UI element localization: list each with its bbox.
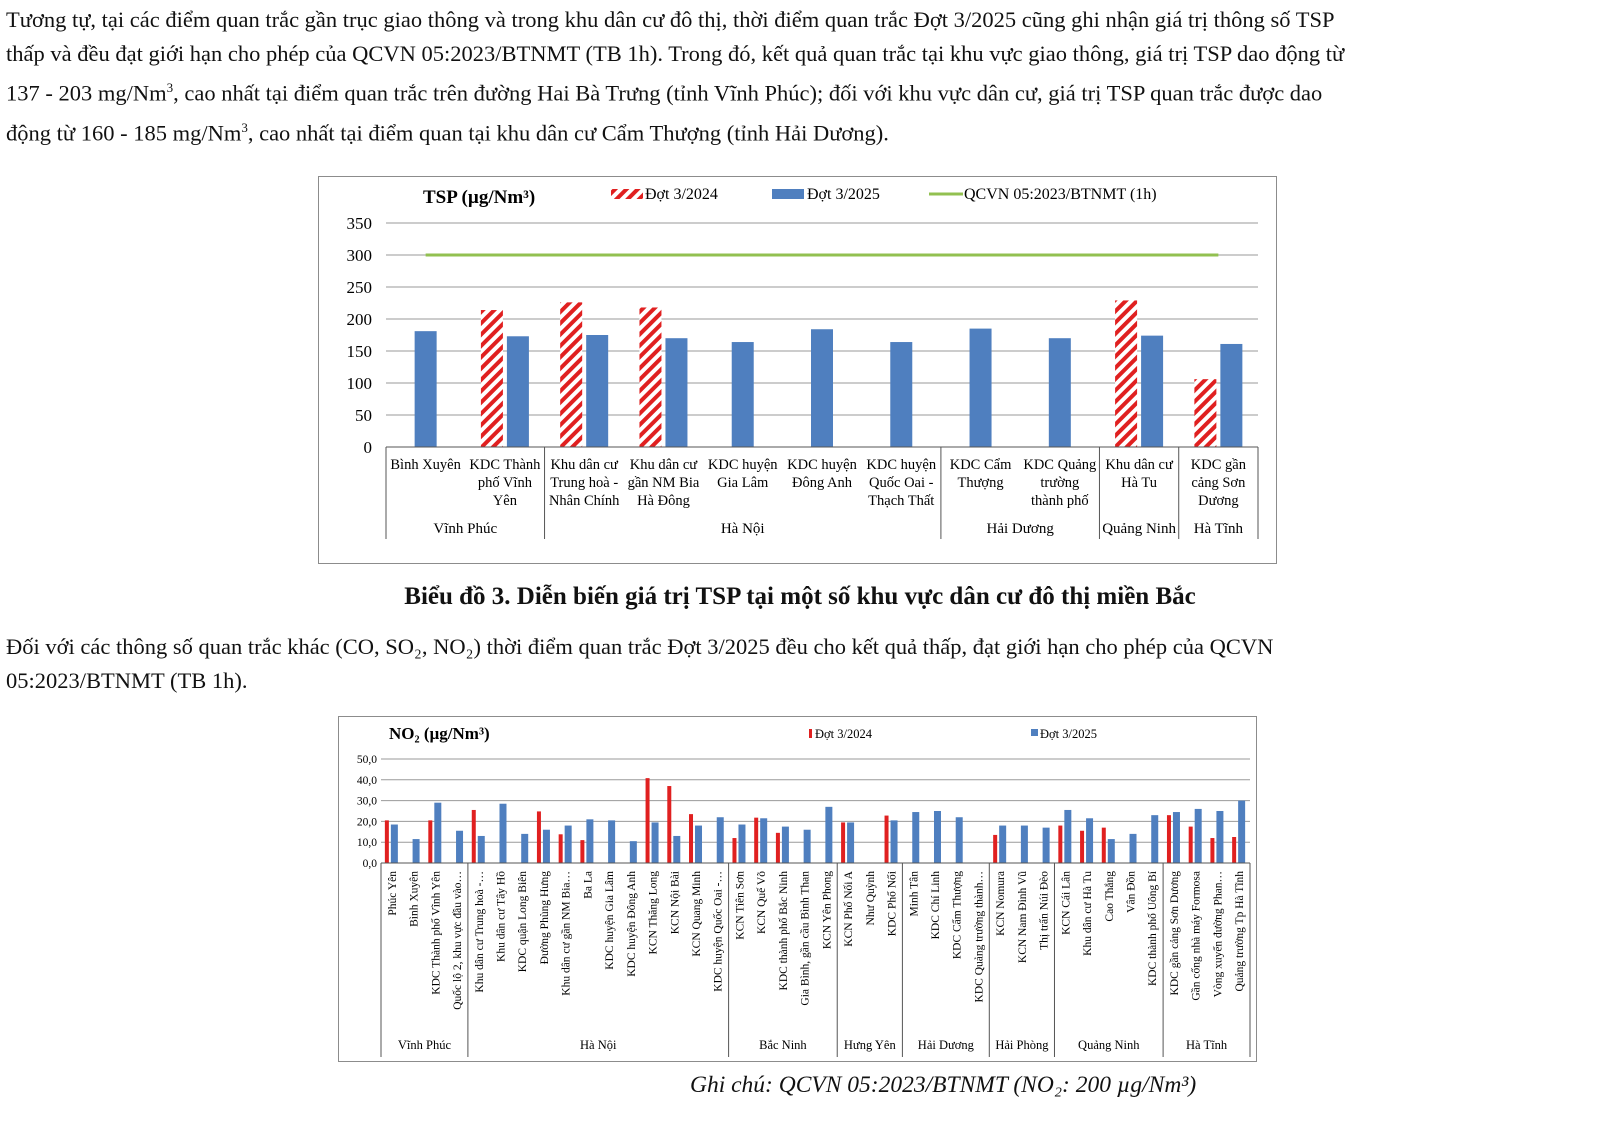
no2-x-label: KCN Nam Đình Vũ	[1016, 871, 1029, 964]
tsp-x-label: Yên	[492, 493, 517, 509]
tsp-x-label: Dương	[1198, 493, 1239, 509]
para1-line4: động từ 160 - 185 mg/Nm$^3$, cao nhất tại điểm quan tại khu dân cư Cẩm Thượng (tỉnh Hải Dương).	[6, 119, 889, 145]
para2-line1: Đối với các thông số quan trắc khác (CO, SO₂, NO₂) thời điểm quan trắc Đợt 3/2025 đều cho kết quả thấp, đạt giới hạn cho phép của QCVN	[6, 634, 1274, 659]
no2-group-label: Quảng Ninh	[1078, 1038, 1140, 1052]
no2-bar-2025	[847, 822, 854, 863]
no2-bar-2025	[1238, 801, 1245, 863]
tsp-x-label: Hà Tu	[1121, 475, 1158, 491]
tsp-bar-2025	[811, 329, 833, 447]
no2-x-label: KDC Quảng trường thành…	[973, 871, 986, 1003]
no2-legend-swatch-2024	[809, 729, 812, 738]
no2-bar-2025	[673, 836, 680, 863]
tsp-bar-2024	[481, 310, 503, 447]
no2-x-label: Ba La	[582, 871, 595, 899]
no2-x-label: Cao Thắng	[1103, 871, 1116, 922]
tsp-x-label: KDC huyện	[787, 457, 857, 473]
tsp-x-label: Khu dân cư	[1105, 457, 1173, 473]
tsp-x-label: Quốc Oai -	[869, 475, 934, 491]
tsp-bar-2024	[639, 307, 661, 447]
no2-group-label: Bắc Ninh	[759, 1038, 807, 1052]
no2-bar-2024	[646, 778, 650, 863]
tsp-legend-2024: Đợt 3/2024	[645, 186, 718, 203]
no2-bar-2024	[537, 811, 541, 863]
no2-x-label: Minh Tân	[908, 871, 921, 917]
no2-x-label: Vòng xuyến đường Phan…	[1212, 871, 1225, 998]
no2-bar-2024	[472, 810, 476, 863]
no2-bar-2025	[608, 820, 615, 863]
no2-bar-2025	[1064, 810, 1071, 863]
no2-x-label: KDC Cẩm Thượng	[951, 871, 964, 960]
no2-bar-2025	[1151, 815, 1158, 863]
no2-x-label: KDC quận Long Biên	[517, 871, 530, 973]
no2-bar-2024	[689, 814, 693, 863]
no2-bar-2024	[559, 834, 563, 863]
tsp-bar-2025	[970, 329, 992, 447]
no2-x-label: KCN Nomura	[995, 871, 1008, 936]
no2-chart	[338, 716, 1257, 1062]
tsp-x-label: Nhân Chính	[548, 493, 620, 509]
no2-x-label: Gia Bình, gần cầu Bình Than	[799, 871, 812, 1006]
tsp-bar-2025	[507, 336, 529, 447]
no2-bar-2025	[695, 826, 702, 863]
no2-bar-2024	[1058, 826, 1062, 863]
tsp-bar-2024	[560, 302, 582, 447]
tsp-x-label: Khu dân cư	[629, 457, 698, 473]
tsp-chart	[318, 176, 1277, 564]
no2-bar-2024	[428, 820, 432, 863]
tsp-x-label: trường	[1040, 475, 1080, 491]
no2-x-label: Thị trấn Núi Đèo	[1038, 871, 1051, 950]
no2-x-label: KDC Thành phố Vĩnh Yên	[430, 871, 443, 995]
tsp-x-label: Đông Anh	[791, 475, 853, 491]
tsp-bar-2025	[1220, 344, 1242, 447]
no2-bar-2025	[391, 825, 398, 863]
no2-legend-swatch-2025	[1031, 729, 1038, 736]
no2-bar-2024	[1232, 837, 1236, 863]
no2-bar-2025	[1216, 811, 1223, 863]
no2-x-label: Như Quỳnh	[864, 871, 877, 926]
no2-x-label: KCN Tiên Sơn	[734, 871, 747, 940]
chart-caption: Biểu đồ 3. Diễn biến giá trị TSP tại một số khu vực dân cư đô thị miền Bắc	[404, 583, 1196, 610]
tsp-chart-title: TSP (µg/Nm³)	[423, 187, 536, 208]
no2-bar-2025	[521, 834, 528, 863]
no2-bar-2025	[1173, 812, 1180, 863]
tsp-group-label: Vĩnh Phúc	[433, 521, 498, 537]
no2-x-label: KDC Chí Linh	[929, 871, 942, 940]
no2-bar-2025	[413, 839, 420, 863]
no2-x-label: KCN Yên Phong	[821, 871, 834, 950]
no2-bar-2025	[912, 812, 919, 863]
paragraph-tsp-summary	[6, 3, 1594, 150]
no2-bar-2025	[1086, 818, 1093, 863]
no2-x-label: KCN Nội Bài	[669, 871, 682, 935]
no2-bar-2024	[776, 833, 780, 863]
tsp-group-label: Hà Tĩnh	[1193, 521, 1244, 537]
no2-x-label: Vân Đồn	[1125, 871, 1138, 913]
tsp-bar-2025	[890, 342, 912, 447]
tsp-x-label: cảng Sơn	[1191, 475, 1246, 491]
no2-bar-2024	[580, 840, 584, 863]
no2-y-tick: 50,0	[356, 754, 377, 766]
no2-group-label: Hà Nội	[580, 1038, 617, 1052]
tsp-x-label: phố Vĩnh	[477, 475, 532, 491]
tsp-x-label: Trung hoà -	[550, 475, 619, 491]
no2-x-label: KDC Phố Nối	[886, 871, 899, 937]
no2-chart-title: NO₂ (µg/Nm³)	[389, 724, 490, 743]
no2-x-label: Khu dân cư Trung hoà -…	[473, 871, 486, 993]
tsp-bar-2024	[1115, 300, 1137, 447]
no2-bar-2025	[456, 831, 463, 863]
no2-x-label: KDC thành phố Uông Bí	[1147, 871, 1160, 986]
chart-note: Ghi chú: QCVN 05:2023/BTNMT (NO₂: 200 µg/Nm³)	[690, 1072, 1197, 1098]
tsp-y-tick: 0	[363, 438, 372, 457]
tsp-x-label: Khu dân cư	[550, 457, 618, 473]
no2-group-label: Vĩnh Phúc	[397, 1038, 452, 1052]
no2-x-label: KCN Cái Lân	[1060, 871, 1073, 935]
tsp-y-tick: 100	[346, 374, 372, 393]
no2-x-label: Quốc lộ 2, khu vực đầu vào…	[452, 871, 465, 1010]
no2-bar-2025	[825, 807, 832, 863]
tsp-group-label: Quảng Ninh	[1102, 521, 1176, 537]
no2-x-label: Khu dân cư Hà Tu	[1082, 871, 1095, 956]
no2-bar-2024	[993, 835, 997, 863]
no2-bar-2025	[804, 830, 811, 863]
no2-legend-2025: Đợt 3/2025	[1040, 727, 1097, 741]
tsp-bar-2025	[1049, 338, 1071, 447]
no2-bar-2025	[1195, 809, 1202, 863]
tsp-bar-2025	[415, 331, 437, 447]
tsp-y-tick: 300	[346, 246, 372, 265]
tsp-bar-2025	[586, 335, 608, 447]
no2-x-label: KCN Quế Võ	[756, 871, 769, 935]
tsp-x-label: KDC Quảng	[1023, 457, 1097, 473]
tsp-y-tick: 250	[346, 278, 372, 297]
no2-y-tick: 10,0	[356, 837, 377, 850]
no2-bar-2025	[1108, 839, 1115, 863]
no2-chart-svg	[339, 717, 1256, 1061]
tsp-group-label: Hà Nội	[720, 521, 765, 537]
no2-x-label: KCN Phố Nối A	[843, 871, 856, 947]
tsp-bar-2025	[732, 342, 754, 447]
no2-bar-2025	[565, 826, 572, 863]
no2-bar-2024	[1167, 815, 1171, 863]
tsp-x-label: KDC Thành	[469, 457, 541, 473]
no2-bar-2025	[760, 818, 767, 863]
no2-bar-2025	[738, 825, 745, 863]
no2-bar-2025	[630, 841, 637, 863]
no2-y-tick: 30,0	[356, 795, 377, 808]
no2-x-label: KDC huyện Quốc Oai -…	[712, 871, 725, 992]
no2-x-label: Bình Xuyên	[408, 871, 421, 927]
no2-bar-2025	[499, 804, 506, 863]
no2-bar-2025	[478, 836, 485, 863]
no2-group-label: Hà Tĩnh	[1186, 1038, 1228, 1052]
no2-group-label: Hải Dương	[917, 1038, 974, 1052]
no2-bar-2025	[717, 817, 724, 863]
tsp-bar-2025	[1141, 336, 1163, 447]
no2-x-label: KDC gần cảng Sơn Dương	[1168, 871, 1181, 996]
no2-bar-2025	[999, 826, 1006, 863]
no2-bar-2025	[1043, 828, 1050, 863]
tsp-x-label: Bình Xuyên	[390, 457, 461, 473]
no2-bar-2024	[885, 816, 889, 863]
tsp-legend-2025: Đợt 3/2025	[807, 186, 880, 203]
no2-bar-2025	[891, 820, 898, 863]
tsp-x-label: KDC gần	[1190, 457, 1246, 473]
tsp-legend-swatch-2024	[611, 189, 643, 199]
no2-bar-2024	[732, 838, 736, 863]
tsp-x-label: KDC huyện	[707, 457, 778, 473]
no2-bar-2025	[782, 827, 789, 863]
para2-line2: 05:2023/BTNMT (TB 1h).	[6, 668, 248, 693]
tsp-y-tick: 200	[346, 310, 372, 329]
no2-x-label: KCN Thăng Long	[647, 871, 660, 955]
tsp-chart-svg	[319, 177, 1276, 563]
no2-bar-2024	[841, 822, 845, 863]
tsp-bar-2024	[1194, 379, 1216, 447]
no2-bar-2025	[956, 817, 963, 863]
no2-y-tick: 0,0	[362, 858, 377, 870]
para1-line3: 137 - 203 mg/Nm$^3$, cao nhất tại điểm quan trắc trên đường Hai Bà Trưng (tỉnh Vĩnh Phúc); đối với khu vực dân cư, giá trị TSP quan trắc được dao	[6, 80, 1323, 106]
no2-bar-2024	[667, 786, 671, 863]
no2-bar-2024	[754, 818, 758, 863]
no2-group-label: Hải Phòng	[995, 1038, 1049, 1052]
tsp-legend-ref: QCVN 05:2023/BTNMT (1h)	[964, 186, 1157, 203]
no2-bar-2024	[1080, 831, 1084, 863]
no2-x-label: Quảng trường Tp Hà Tĩnh	[1234, 871, 1247, 992]
no2-bar-2025	[586, 819, 593, 863]
no2-x-label: KCN Quang Minh	[691, 871, 704, 957]
tsp-group-label: Hải Dương	[986, 521, 1054, 537]
no2-bar-2025	[543, 830, 550, 863]
no2-x-label: Khu dân cư gần NM Bia…	[560, 871, 573, 996]
no2-bar-2025	[652, 822, 659, 863]
tsp-x-label: thành phố	[1031, 493, 1089, 509]
no2-bar-2024	[1210, 838, 1214, 863]
no2-bar-2025	[934, 811, 941, 863]
tsp-legend-swatch-2025	[772, 189, 804, 199]
no2-bar-2025	[1130, 834, 1137, 863]
no2-x-label: Khu dân cư Tây Hồ	[495, 871, 508, 962]
para1-line2: thấp và đều đạt giới hạn cho phép của QCVN 05:2023/BTNMT (TB 1h). Trong đó, kết quả quan trắc tại khu vực giao thông, giá trị TSP dao động từ	[6, 41, 1345, 66]
para1-line1: Tương tự, tại các điểm quan trắc gần trục giao thông và trong khu dân cư đô thị, thời điểm quan trắc Đợt 3/2025 cũng ghi nhận giá trị thông số TSP	[6, 7, 1335, 32]
no2-y-tick: 20,0	[356, 816, 377, 829]
no2-bar-2024	[1189, 827, 1193, 863]
paragraph-other-params	[6, 630, 1594, 698]
tsp-bar-2025	[665, 338, 687, 447]
no2-bar-2024	[385, 820, 389, 863]
tsp-x-label: KDC Cẩm	[949, 457, 1012, 473]
tsp-x-label: Gia Lâm	[717, 475, 769, 491]
no2-x-label: KDC huyện Gia Lâm	[604, 871, 617, 970]
no2-legend-2024: Đợt 3/2024	[815, 727, 872, 741]
tsp-x-label: Thượng	[957, 475, 1004, 491]
tsp-x-label: Hà Đông	[637, 493, 690, 509]
no2-x-label: KDC huyện Đông Anh	[625, 871, 638, 977]
tsp-x-label: KDC huyện	[866, 457, 937, 473]
tsp-y-tick: 50	[355, 406, 372, 425]
no2-x-label: KDC thành phố Bắc Ninh	[777, 871, 790, 991]
tsp-x-label: gần NM Bia	[627, 475, 700, 491]
no2-y-tick: 40,0	[356, 774, 377, 787]
no2-group-label: Hưng Yên	[843, 1038, 896, 1052]
tsp-x-label: Thạch Thất	[868, 493, 935, 509]
no2-x-label: Gần cổng nhà máy Formosa	[1190, 871, 1203, 1001]
tsp-y-tick: 350	[346, 214, 372, 233]
no2-bar-2025	[434, 803, 441, 863]
no2-x-label: Phúc Yên	[386, 871, 399, 916]
no2-bar-2025	[1021, 826, 1028, 863]
no2-bar-2024	[1102, 828, 1106, 863]
no2-x-label: Đường Phùng Hưng	[538, 871, 551, 965]
tsp-y-tick: 150	[346, 342, 372, 361]
